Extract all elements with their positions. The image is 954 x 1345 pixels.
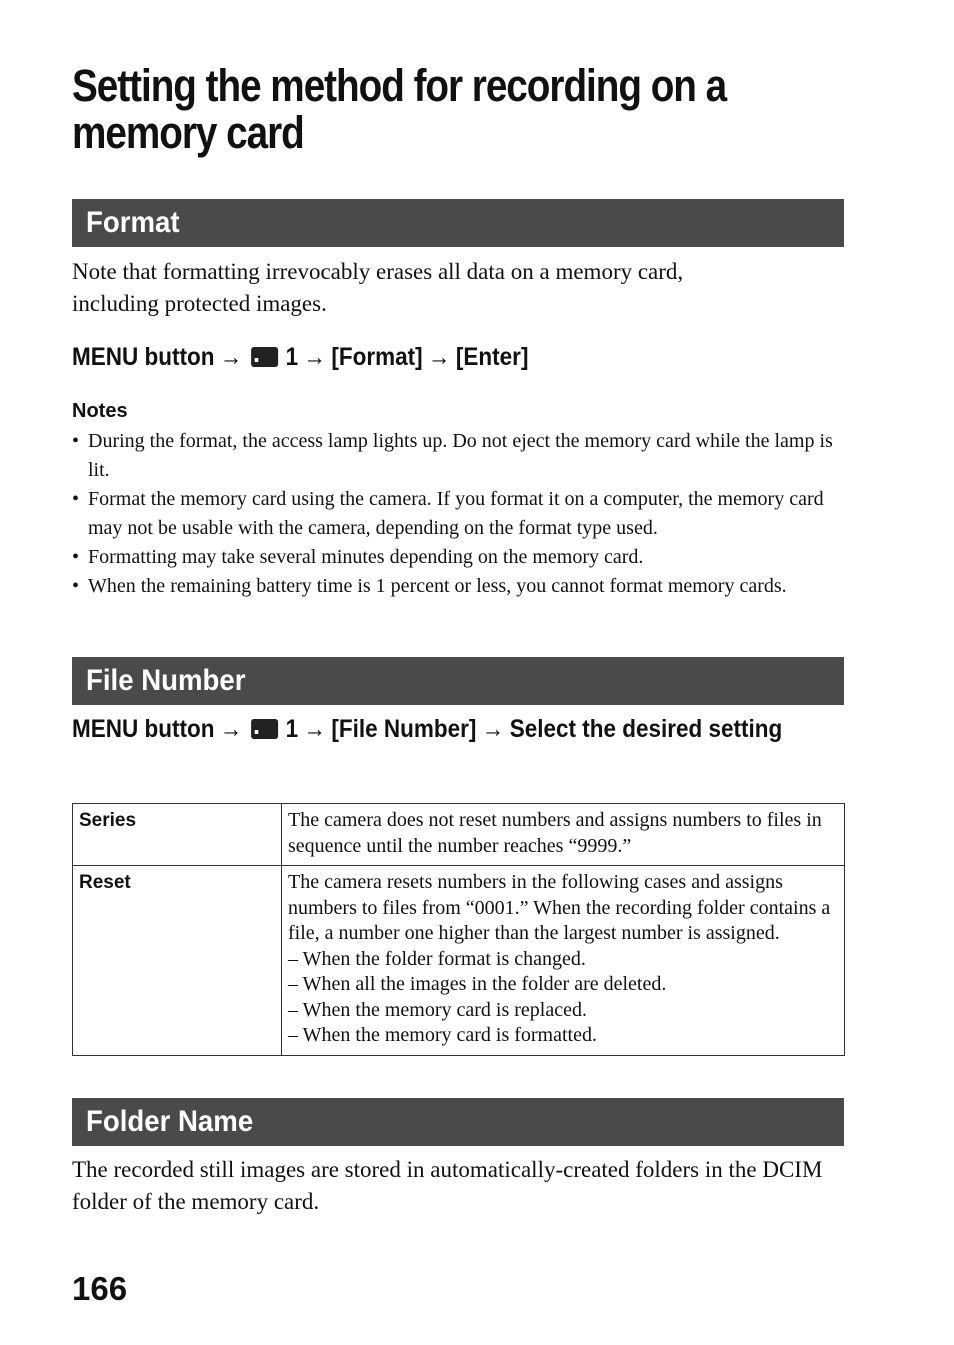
path-tab-number: 1 [285,343,299,371]
format-menu-path [72,340,852,375]
path-menu-label: MENU button [72,715,215,743]
path-item: [File Number] [331,715,477,743]
setting-description [282,804,845,866]
description-line: The camera resets numbers in the following cases and assigns numbers to files from “0001.” When the recording folder contains a file, a number one higher than the largest number is assigned. [288,871,831,944]
path-item: [Format] [331,343,423,371]
arrow-icon: → [303,715,326,743]
setting-description [282,866,845,1056]
section-heading-folder-name [72,1098,844,1146]
format-intro: Note that formatting irrevocably erases all data on a memory card, including protected images. [72,259,684,316]
table-row [73,866,845,1056]
file-number-menu-path [72,712,852,747]
path-menu-label: MENU button [72,343,215,371]
arrow-icon: → [303,343,326,371]
description-line: – When the memory card is replaced. [288,998,587,1021]
description-line: – When all the images in the folder are deleted. [288,973,667,995]
page-title: Setting the method for recording on a memory card [72,60,727,158]
memory-card-tab-icon [251,719,278,739]
arrow-icon: → [481,715,505,743]
note-item: • Formatting may take several minutes depending on the memory card. [72,543,847,572]
file-number-settings-table [72,803,845,1056]
path-action: [Enter] [455,343,529,371]
description-line: The camera does not reset numbers and assigns numbers to files in sequence until the number reaches “9999.” [288,809,822,857]
description-line: – When the folder format is changed. [288,947,586,970]
setting-name: Reset [73,866,282,1056]
section-heading-file-number [72,657,844,705]
note-item: • When the remaining battery time is 1 percent or less, you cannot format memory cards. [72,572,847,601]
note-item: • Format the memory card using the camera. If you format it on a computer, the memory card may not be usable with the camera, depending on the format type used. [72,485,847,543]
arrow-icon: → [219,715,243,743]
path-tab-number: 1 [285,715,299,743]
table-row [73,804,845,866]
note-item: • During the format, the access lamp lights up. Do not eject the memory card while the lamp is lit. [72,427,847,485]
memory-card-tab-icon [251,347,278,367]
section-heading-file-number-label: File Number [86,664,246,697]
description-line: – When the memory card is formatted. [288,1024,597,1046]
folder-name-intro: The recorded still images are stored in automatically-created folders in the DCIM folder of the memory card. [72,1157,823,1214]
arrow-icon: → [428,343,451,371]
page-number: 166 [72,1270,128,1307]
section-heading-format-label: Format [86,206,180,239]
section-heading-folder-name-label: Folder Name [86,1105,254,1138]
setting-name: Series [73,804,282,866]
arrow-icon: → [219,343,243,371]
path-action: Select the desired setting [509,715,783,743]
notes-list [72,427,847,601]
notes-heading: Notes [72,400,128,422]
section-heading-format [72,199,844,247]
